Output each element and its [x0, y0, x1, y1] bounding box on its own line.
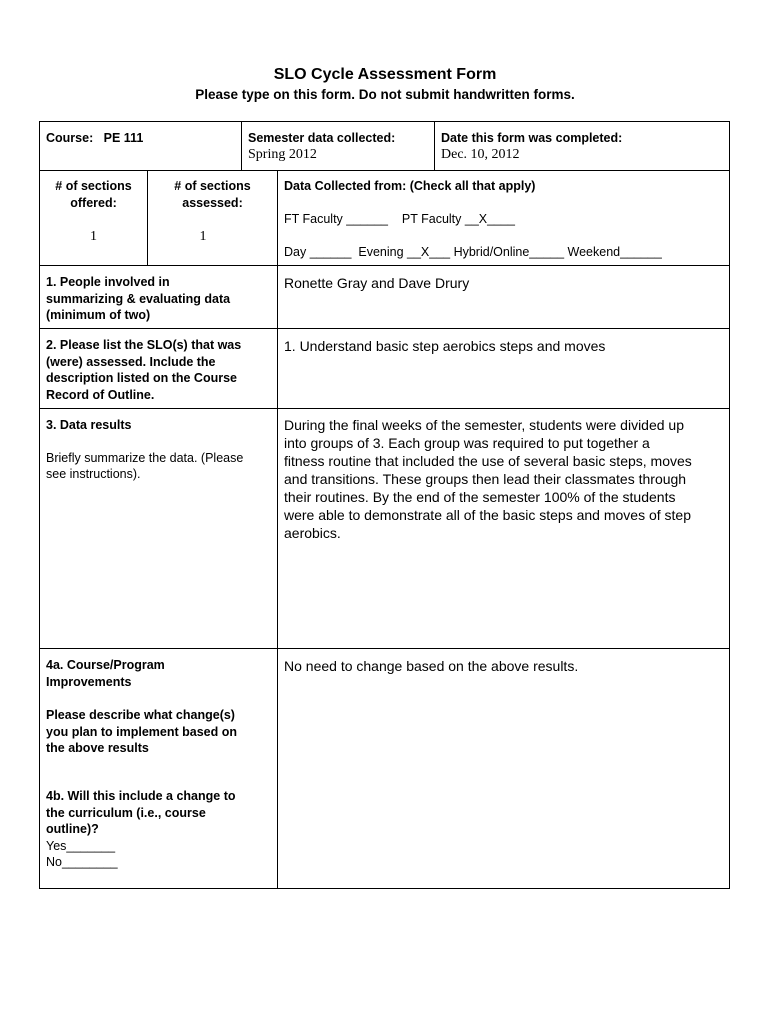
column-divider	[241, 121, 242, 170]
improvements-description	[46, 707, 237, 757]
data-results-hint-line: see instructions).	[46, 467, 141, 481]
semester-value[interactable]: Spring 2012	[248, 147, 317, 162]
people-involved-label-line: 1. People involved in	[46, 275, 170, 289]
curriculum-change-yes[interactable]: Yes_______	[46, 839, 116, 853]
slo-assessed-label-line: Record of Outline.	[46, 387, 155, 402]
date-completed-label: Date this form was completed:	[441, 131, 623, 145]
faculty-checkboxes[interactable]: FT Faculty ______ PT Faculty __X____	[284, 212, 515, 226]
curriculum-change-question-line: outline)?	[46, 822, 99, 836]
slo-assessed-label-line: (were) assessed. Include the	[46, 354, 216, 369]
sections-offered-label-line: # of sections	[55, 179, 132, 193]
people-involved-label-line: (minimum of two)	[46, 308, 151, 322]
improvements-description-line: Please describe what change(s)	[46, 708, 235, 722]
data-results-answer-line: into groups of 3. Each group was required to put together a	[284, 435, 650, 451]
row-divider	[39, 328, 730, 329]
improvements-label-line: 4a. Course/Program	[46, 658, 165, 672]
sections-assessed-value[interactable]: 1	[199, 229, 207, 244]
improvements-description-line: you plan to implement based on	[46, 724, 237, 739]
form-title: SLO Cycle Assessment Form	[273, 66, 497, 83]
data-results-label: 3. Data results	[46, 418, 132, 432]
sections-assessed-label	[148, 178, 277, 211]
column-divider	[277, 170, 278, 889]
data-results-answer-line: and transitions. These groups then lead their classmates through	[284, 471, 687, 487]
course-label: Course:	[46, 131, 94, 145]
course-value[interactable]: PE 111	[103, 131, 144, 145]
slo-assessed-label-line: description listed on the Course	[46, 371, 237, 385]
data-results-answer-line: were able to demonstrate all of the basic steps and moves of step	[284, 507, 692, 523]
data-results-hint	[46, 450, 243, 482]
form-instructions: Please type on this form. Do not submit handwritten forms.	[195, 87, 575, 102]
improvements-answer[interactable]: No need to change based on the above results.	[284, 658, 579, 674]
schedule-checkboxes[interactable]: Day ______ Evening __X___ Hybrid/Online_____ Weekend______	[284, 245, 662, 259]
data-collected-label: Data Collected from: (Check all that apply)	[284, 179, 536, 193]
semester-label: Semester data collected:	[248, 131, 396, 145]
improvements-description-line: the above results	[46, 741, 149, 755]
curriculum-change-question	[46, 788, 236, 838]
data-results-answer-line: fitness routine that included the use of several basic steps, moves	[284, 453, 692, 469]
data-results-hint-line: Briefly summarize the data. (Please	[46, 451, 244, 465]
data-results-answer-line: their routines. By the end of the semester 100% of the students	[284, 489, 676, 505]
row-divider	[39, 648, 730, 649]
sections-offered-value[interactable]: 1	[90, 229, 97, 244]
sections-offered-label	[40, 178, 147, 211]
row-divider	[39, 408, 730, 409]
people-involved-answer[interactable]: Ronette Gray and Dave Drury	[284, 275, 470, 291]
improvements-label-line: Improvements	[46, 674, 132, 689]
sections-offered-label-line: offered:	[70, 195, 117, 210]
data-results-answer-line: aerobics.	[284, 525, 341, 541]
sections-assessed-label-line: assessed:	[182, 195, 243, 210]
people-involved-label	[46, 274, 230, 324]
course-cell	[46, 130, 143, 147]
data-results-answer-line: During the final weeks of the semester, students were divided up	[284, 417, 684, 433]
people-involved-label-line: summarizing & evaluating data	[46, 291, 231, 306]
curriculum-change-question-line: the curriculum (i.e., course	[46, 805, 206, 820]
slo-assessed-label	[46, 337, 241, 403]
curriculum-change-question-line: 4b. Will this include a change to	[46, 789, 236, 803]
data-results-answer[interactable]	[284, 416, 728, 542]
column-divider	[434, 121, 435, 170]
slo-assessed-answer[interactable]: 1. Understand basic step aerobics steps and moves	[284, 338, 606, 354]
row-divider	[39, 265, 730, 266]
sections-assessed-label-line: # of sections	[174, 179, 251, 193]
improvements-label	[46, 657, 165, 690]
date-completed-value[interactable]: Dec. 10, 2012	[441, 147, 520, 162]
row-divider	[39, 170, 730, 171]
slo-assessed-label-line: 2. Please list the SLO(s) that was	[46, 338, 242, 352]
curriculum-change-no[interactable]: No________	[46, 855, 118, 869]
